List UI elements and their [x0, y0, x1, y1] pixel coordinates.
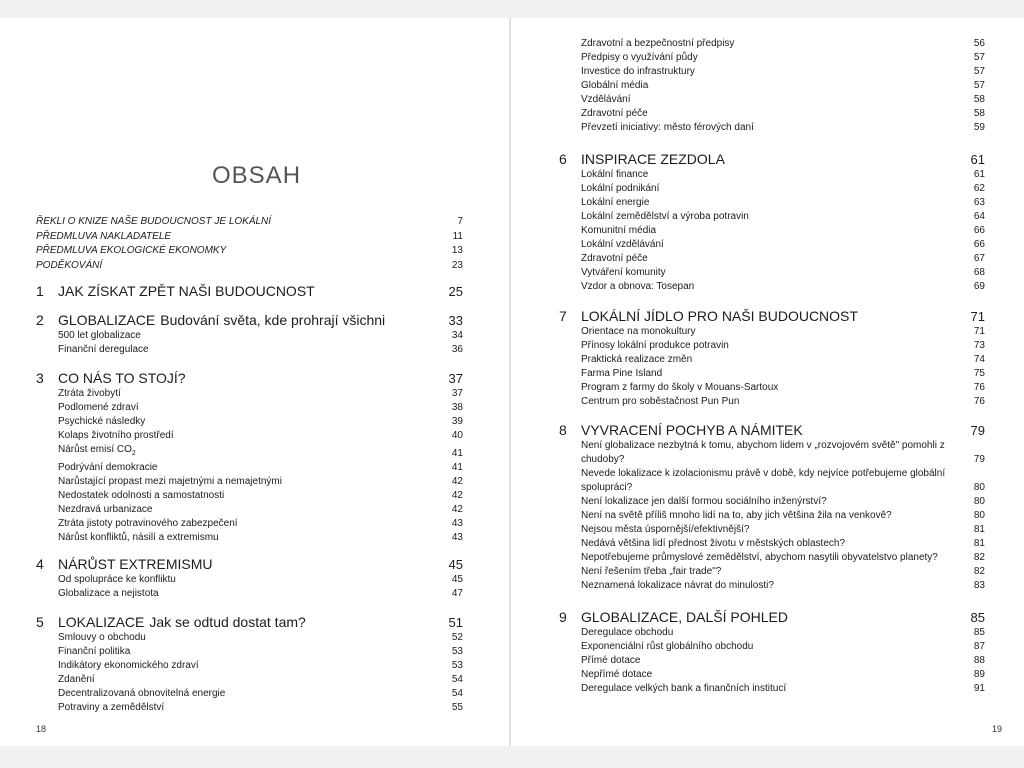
- chapter-section: [36, 369, 463, 545]
- toc-entry: [36, 489, 463, 503]
- chapter-number: 3: [36, 370, 44, 386]
- toc-entry-title: Předpisy o využívání půdy: [581, 52, 698, 63]
- chapter-section: [559, 150, 985, 294]
- toc-entry-title: Globální média: [581, 80, 649, 91]
- front-matter-page: 13: [451, 245, 463, 256]
- toc-entry: [559, 210, 985, 224]
- chapter-number: 6: [559, 151, 567, 167]
- toc-entry-page: 71: [973, 326, 985, 337]
- toc-entry: [559, 381, 985, 395]
- toc-entry: [559, 224, 985, 238]
- toc-entry-page: 85: [973, 627, 985, 638]
- toc-entry-page: 56: [973, 38, 985, 49]
- chapter-number: 4: [36, 556, 44, 572]
- toc-entry-title: Není řešením třeba „fair trade"?: [581, 566, 722, 577]
- chapter-number: 2: [36, 312, 44, 328]
- toc-entry-title: Není na světě příliš mnoho lidí na to, aby jich většina žila na venkově?: [581, 510, 892, 521]
- chapter-heading: [36, 311, 463, 329]
- chapter-title-main: JAK ZÍSKAT ZPĚT NAŠI BUDOUCNOST: [58, 283, 315, 299]
- chapter-section: [559, 307, 985, 409]
- toc-entry-title: Deregulace obchodu: [581, 627, 674, 638]
- chapter-number: 7: [559, 308, 567, 324]
- toc-entry-title: Lokální finance: [581, 169, 649, 180]
- toc-entry-title: Zdravotní péče: [581, 108, 648, 119]
- chapter-section: [36, 282, 463, 300]
- toc-entry-page: 52: [451, 632, 463, 643]
- toc-entry-page: 80: [973, 482, 985, 493]
- toc-entry-page: 36: [451, 344, 463, 355]
- chapter-page: 45: [448, 557, 463, 572]
- toc-entry-page: 47: [451, 588, 463, 599]
- toc-entry-title: Zdravotní péče: [581, 253, 648, 264]
- toc-entry-title: Program z farmy do školy v Mouans-Sartoux: [581, 382, 779, 393]
- toc-entry: [559, 37, 985, 51]
- toc-entry-page: 87: [973, 641, 985, 652]
- chapter-page: 79: [970, 423, 985, 438]
- toc-entry-page: 80: [973, 496, 985, 507]
- toc-entry: [559, 682, 985, 696]
- toc-entry: [36, 461, 463, 475]
- chapter-heading: [36, 369, 463, 387]
- toc-entry-page: 91: [973, 683, 985, 694]
- chapter-number: 9: [559, 609, 567, 625]
- chapter-title: [58, 555, 449, 573]
- toc-entry-page: 69: [973, 281, 985, 292]
- toc-entry-title: Přímé dotace: [581, 655, 641, 666]
- chapter-section: [36, 311, 463, 357]
- toc-entry-page: 42: [451, 476, 463, 487]
- toc-entry-title: Globalizace a nejistota: [58, 588, 159, 599]
- toc-entry-page: 79: [973, 454, 985, 465]
- toc-entry-page: 66: [973, 225, 985, 236]
- toc-entry-page: 82: [973, 552, 985, 563]
- toc-entry-page: 41: [451, 462, 463, 473]
- left-page: [0, 18, 509, 746]
- toc-entry: [559, 93, 985, 107]
- toc-entry: [559, 121, 985, 135]
- chapter-title: [58, 311, 449, 329]
- chapter-title-main: LOKALIZACE: [58, 614, 145, 630]
- toc-entry: [559, 196, 985, 210]
- toc-entry: [36, 517, 463, 531]
- toc-entry-title: Zdanění: [58, 674, 95, 685]
- toc-entry-title: Lokální vzdělávání: [581, 239, 664, 250]
- chapter-page: 61: [970, 152, 985, 167]
- toc-entry-page: 66: [973, 239, 985, 250]
- chapter-page: 33: [448, 313, 463, 328]
- toc-entry: [36, 659, 463, 673]
- chapter-heading: [559, 150, 985, 168]
- toc-entry: [36, 701, 463, 715]
- toc-entry-title: Orientace na monokultury: [581, 326, 696, 337]
- toc-entry: [559, 467, 985, 495]
- chapter-title-main: LOKÁLNÍ JÍDLO PRO NAŠI BUDOUCNOST: [581, 308, 858, 324]
- chapter-number: 5: [36, 614, 44, 630]
- toc-entry: [559, 551, 985, 565]
- toc-entry: [559, 640, 985, 654]
- toc-entry-page: 34: [451, 330, 463, 341]
- toc-entry-title: Lokální zemědělství a výroba potravin: [581, 211, 749, 222]
- toc-entry: [36, 587, 463, 601]
- chapter-section: [36, 613, 463, 715]
- chapter-heading: [36, 282, 463, 300]
- toc-entry-page: 57: [973, 52, 985, 63]
- toc-entry: [36, 415, 463, 429]
- toc-entry: [559, 280, 985, 294]
- toc-entry: [559, 107, 985, 121]
- page-title: OBSAH: [212, 162, 302, 190]
- chapter-number: 8: [559, 422, 567, 438]
- toc-entry: [559, 626, 985, 640]
- toc-entry: [36, 673, 463, 687]
- toc-entry: [36, 645, 463, 659]
- toc-entry: [559, 65, 985, 79]
- toc-entry-page: 67: [973, 253, 985, 264]
- toc-entry-page: 61: [973, 169, 985, 180]
- toc-entry-title: Kolaps životního prostředí: [58, 430, 174, 441]
- toc-entry-title: Nárůst emisí $CO_2$: [58, 444, 136, 457]
- chapter-title-main: NÁRŮST EXTREMISMU: [58, 556, 213, 572]
- toc-entry-title: Indikátory ekonomického zdraví: [58, 660, 199, 671]
- toc-entry: [559, 495, 985, 509]
- front-matter-title: ŘEKLI O KNIZE NAŠE BUDOUCNOST JE LOKÁLNÍ: [36, 216, 272, 227]
- chapter-heading: [559, 421, 985, 439]
- toc-entry-title: Nepřímé dotace: [581, 669, 653, 680]
- toc-entry-title: Finanční politika: [58, 646, 131, 657]
- toc-entry: [559, 579, 985, 593]
- front-matter-item: [36, 230, 463, 245]
- toc-entry-title: Finanční deregulace: [58, 344, 149, 355]
- toc-entry: [559, 537, 985, 551]
- toc-entry-title: Lokální podnikání: [581, 183, 660, 194]
- toc-entry-page: 62: [973, 183, 985, 194]
- toc-entry: [36, 401, 463, 415]
- front-matter-page: 7: [457, 216, 463, 227]
- chapter-title: [581, 421, 971, 439]
- chapter-title: [581, 150, 971, 168]
- chapter-page: 51: [448, 615, 463, 630]
- toc-entry: [559, 238, 985, 252]
- chapter-subtitle: Jak se odtud dostat tam?: [149, 614, 306, 630]
- toc-entry: [559, 395, 985, 409]
- chapter-title: [581, 307, 971, 325]
- chapter-title-main: VYVRACENÍ POCHYB A NÁMITEK: [581, 422, 803, 438]
- front-matter-page: 11: [452, 230, 463, 242]
- toc-entry-title: Není globalizace nezbytná k tomu, abychom lidem v „rozvojovém světě" pomohli z chudoby?: [581, 440, 945, 465]
- chapter-number: 1: [36, 283, 44, 299]
- toc-entry: [559, 509, 985, 523]
- front-matter-title: PŘEDMLUVA NAKLADATELE: [36, 230, 172, 242]
- toc-entry-title: Nedostatek odolnosti a samostatnosti: [58, 490, 225, 501]
- toc-entry-title: Exponenciální růst globálního obchodu: [581, 641, 754, 652]
- toc-entry: [559, 668, 985, 682]
- toc-entry-page: 81: [973, 538, 985, 549]
- toc-entry-title: Psychické následky: [58, 416, 146, 427]
- front-matter-title: PŘEDMLUVA EKOLOGICKÉ EKONOMKY: [36, 245, 227, 256]
- chapter-page: 25: [448, 284, 463, 299]
- toc-entry-title: Decentralizovaná obnovitelná energie: [58, 688, 226, 699]
- chapter-title: [581, 608, 971, 626]
- toc-entry-page: 83: [973, 580, 985, 591]
- front-matter: [36, 215, 463, 273]
- toc-entry: [36, 329, 463, 343]
- toc-entry: [559, 367, 985, 381]
- toc-entry-page: 68: [973, 267, 985, 278]
- chapter-section: [559, 421, 985, 593]
- toc-entry-title: Nedává většina lidí přednost životu v městských oblastech?: [581, 538, 846, 549]
- toc-entry-title: Převzetí iniciativy: město férových daní: [581, 122, 754, 133]
- toc-entry-title: Nevede lokalizace k izolacionismu právě v době, kdy nejvíce potřebujeme globální spolupráci?: [581, 468, 946, 493]
- toc-entry: [36, 503, 463, 517]
- toc-entry-title: Lokální energie: [581, 197, 650, 208]
- toc-entry-page: 59: [973, 122, 985, 133]
- toc-entry-page: 42: [451, 504, 463, 515]
- page-number-right: 19: [991, 724, 1002, 734]
- chapter-title: [58, 282, 449, 300]
- toc-entry-page: 57: [973, 66, 985, 77]
- toc-entry-title: Investice do infrastruktury: [581, 66, 695, 77]
- toc-entry-title: Podrývání demokracie: [58, 462, 158, 473]
- toc-entry-title: Smlouvy o obchodu: [58, 632, 146, 643]
- toc-entry: [36, 429, 463, 443]
- toc-entry-page: 58: [973, 94, 985, 105]
- toc-entry: [559, 51, 985, 65]
- page-number-left: 18: [36, 724, 47, 734]
- toc-entry: [559, 339, 985, 353]
- toc-entry-page: 57: [973, 80, 985, 91]
- toc-entry-page: 43: [451, 518, 463, 529]
- toc-entry-page: 81: [973, 524, 985, 535]
- toc-entry-title: Centrum pro soběstačnost Pun Pun: [581, 396, 740, 407]
- toc-entry-title: Nárůst konfliktů, násilí a extremismu: [58, 532, 219, 543]
- chapter-page: 85: [970, 610, 985, 625]
- toc-entry-page: 58: [973, 108, 985, 119]
- toc-entry-page: 80: [973, 510, 985, 521]
- toc-entry-page: 53: [451, 646, 463, 657]
- toc-entry-title: Zdravotní a bezpečnostní předpisy: [581, 38, 735, 49]
- toc-entry: [36, 573, 463, 587]
- toc-entry-title: Komunitní média: [581, 225, 657, 236]
- front-matter-item: [36, 244, 463, 259]
- toc-entry: [559, 266, 985, 280]
- toc-entry-page: 88: [973, 655, 985, 666]
- toc-entry-page: 76: [973, 396, 985, 407]
- toc-entry: [559, 168, 985, 182]
- toc-entry: [559, 79, 985, 93]
- right-page: [511, 18, 1024, 746]
- toc-entry-title: Ztráta jistoty potravinového zabezpečení: [58, 518, 238, 529]
- chapter-title-main: CO NÁS TO STOJÍ?: [58, 370, 186, 386]
- toc-entry-page: 82: [973, 566, 985, 577]
- continued-list: [559, 37, 985, 135]
- chapter-heading: [559, 307, 985, 325]
- toc-entry-title: Vzdělávání: [581, 94, 631, 105]
- chapter-page: 37: [448, 371, 463, 386]
- toc-entry-page: 55: [451, 702, 463, 713]
- toc-entry-page: 41: [451, 448, 463, 459]
- toc-entry-title: Vzdor a obnova: Tosepan: [581, 281, 695, 292]
- toc-entry-title: Vytváření komunity: [581, 267, 666, 278]
- toc-entry: [36, 343, 463, 357]
- toc-entry-title: Nepotřebujeme průmyslové zemědělství, abychom nasytili obyvatelstvo planety?: [581, 552, 938, 563]
- toc-entry: [559, 654, 985, 668]
- toc-entry-page: 40: [451, 430, 463, 441]
- toc-entry-page: 53: [451, 660, 463, 671]
- toc-entry: [559, 353, 985, 367]
- toc-entry-title: Deregulace velkých bank a finančních institucí: [581, 683, 787, 694]
- toc-entry-page: 43: [451, 532, 463, 543]
- chapter-section: [36, 555, 463, 601]
- toc-entry-page: 39: [451, 416, 463, 427]
- toc-entry-page: 76: [973, 382, 985, 393]
- toc-entry-title: Přínosy lokální produkce potravin: [581, 340, 729, 351]
- toc-entry: [36, 531, 463, 545]
- toc-entry-page: 63: [973, 197, 985, 208]
- chapter-heading: [36, 613, 463, 631]
- toc-entry-title: Praktická realizace změn: [581, 354, 693, 365]
- toc-entry-title: 500 let globalizace: [58, 330, 141, 341]
- toc-entry: [559, 325, 985, 339]
- chapter-title-main: INSPIRACE ZEZDOLA: [581, 151, 725, 167]
- toc-entry-page: 38: [451, 402, 463, 413]
- chapter-section: [559, 608, 985, 696]
- toc-entry-title: Narůstající propast mezi majetnými a nemajetnými: [58, 476, 282, 487]
- toc-entry: [559, 565, 985, 579]
- toc-entry: [559, 439, 985, 467]
- toc-entry: [36, 475, 463, 489]
- chapter-title-main: GLOBALIZACE, DALŠÍ POHLED: [581, 609, 788, 625]
- toc-entry: [559, 252, 985, 266]
- toc-entry: [36, 387, 463, 401]
- toc-entry: [559, 182, 985, 196]
- toc-entry-page: 73: [973, 340, 985, 351]
- chapter-title: [58, 613, 449, 631]
- chapter-page: 71: [970, 309, 985, 324]
- chapter-title-main: GLOBALIZACE: [58, 312, 156, 328]
- chapter-subtitle: Budování světa, kde prohrají všichni: [160, 312, 386, 328]
- toc-entry-title: Ztráta živobytí: [58, 388, 121, 399]
- toc-entry-title: Farma Pine Island: [581, 368, 663, 379]
- toc-entry-page: 37: [451, 388, 463, 399]
- toc-entry-title: Není lokalizace jen další formou sociálního inženýrství?: [581, 496, 827, 507]
- front-matter-title: PODĚKOVÁNÍ: [36, 259, 103, 271]
- toc-entry-page: 75: [973, 368, 985, 379]
- toc-entry-page: 74: [973, 354, 985, 365]
- front-matter-item: [36, 215, 463, 230]
- toc-entry-page: 54: [451, 688, 463, 699]
- toc-entry-title: Nezdravá urbanizace: [58, 504, 153, 515]
- front-matter-page: 23: [451, 259, 463, 271]
- toc-entry-title: Od spolupráce ke konfliktu: [58, 574, 176, 585]
- toc-entry: [36, 631, 463, 645]
- toc-entry-title: Potraviny a zemědělství: [58, 702, 165, 713]
- toc-entry: [36, 687, 463, 701]
- chapter-title: [58, 369, 449, 387]
- toc-entry: [559, 523, 985, 537]
- toc-entry: [36, 443, 463, 461]
- toc-entry-page: 64: [973, 211, 985, 222]
- toc-entry-title: Podlomené zdraví: [58, 402, 139, 413]
- toc-entry-page: 45: [451, 574, 463, 585]
- front-matter-item: [36, 259, 463, 274]
- toc-entry-title: Nejsou města úspornější/efektivnější?: [581, 524, 750, 535]
- toc-entry-title: Neznamená lokalizace návrat do minulosti?: [581, 580, 774, 591]
- chapter-heading: [559, 608, 985, 626]
- chapter-heading: [36, 555, 463, 573]
- toc-entry-page: 54: [451, 674, 463, 685]
- toc-entry-page: 42: [451, 490, 463, 501]
- toc-entry-page: 89: [973, 669, 985, 680]
